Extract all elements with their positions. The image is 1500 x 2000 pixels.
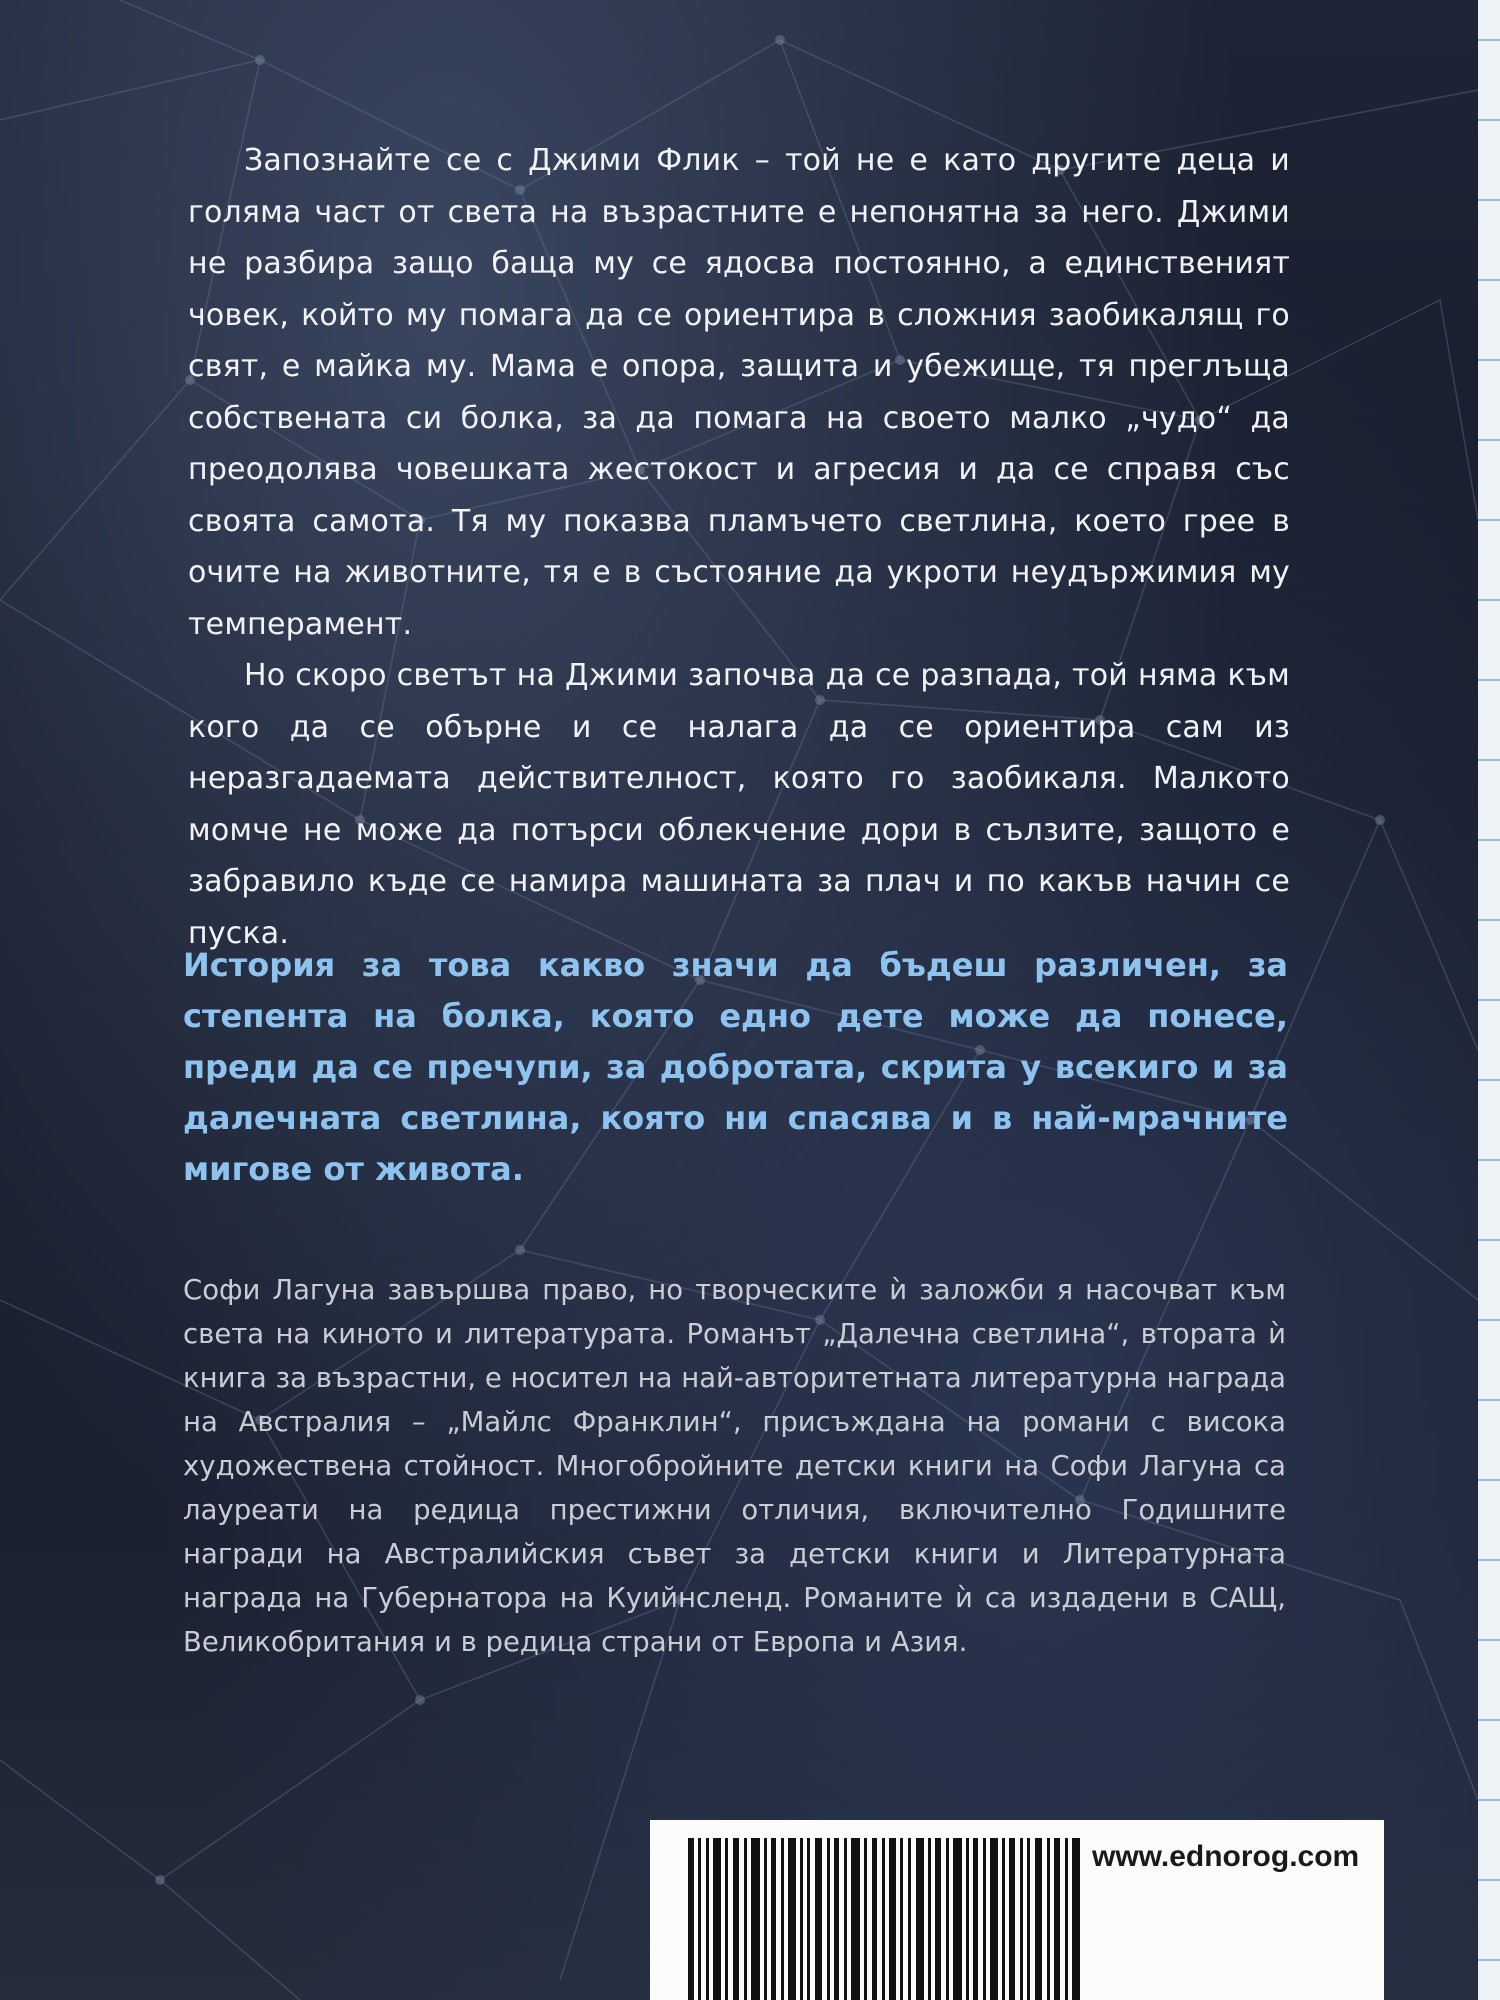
notebook-paper-edge — [1478, 0, 1500, 2000]
author-bio: Софи Лагуна завършва право, но творческите ѝ заложби я насочват към света на киното и литературата. Романът „Далечна светлина“, втората ѝ книга за възрастни, е носител на най-авторитетната литературна награда на Австралия – „Майлс Франклин“, присъждана на романи с висока художествена стойност. Многобройните детски книги на Софи Лагуна са лауреати на редица престижни отличия, включително Годишните награди на Австралийския съвет за детски книги и Литературната награда на Губернатора на Куийнсленд. Романите ѝ са издадени в САЩ, Великобритания и в редица страни от Европа и Азия. — [183, 1274, 1286, 1658]
barcode-icon — [688, 1838, 1108, 2000]
description-text-1: Запознайте се с Джими Флик – той не е като другите деца и голяма част от света на възрастните е непонятна за него. Джими не разбира защо баща му се ядосва постоянно, а единственият човек, който му помага да се ориентира в сложния заобикалящ го свят, е майка му. Мама е опора, защита и убежище, тя преглъща собствената си болка, за да помага на своето малко „чудо“ да преодолява човешката жестокост и агресия и да се справя със своята самота. Тя му показва пламъчето светлина, което грее в очите на животните, тя е в състояние да укроти неудържимия му темперамент. — [188, 143, 1290, 642]
description-paragraph-2 — [188, 650, 1290, 959]
publisher-website: www.ednorog.com — [1092, 1840, 1360, 1873]
tagline-highlight: История за това какво значи да бъдеш различен, за степента на болка, която едно дете може да понесе, преди да се пречупи, за добротата, скрита у всекиго и за далечната светлина, която ни спасява и в най-мрачните мигове от живота. — [183, 946, 1288, 1188]
barcode-label — [650, 1820, 1384, 2000]
description-text-2: Но скоро светът на Джими започва да се разпада, той няма към кого да се обърне и се налага да се ориентира сам из неразгадаемата действителност, която го заобикаля. Малкото момче не може да потърси облекчение дори в сълзите, защото е забравило къде се намира машината за плач и по какъв начин се пуска. — [188, 658, 1290, 951]
description-paragraph-1 — [188, 135, 1290, 650]
